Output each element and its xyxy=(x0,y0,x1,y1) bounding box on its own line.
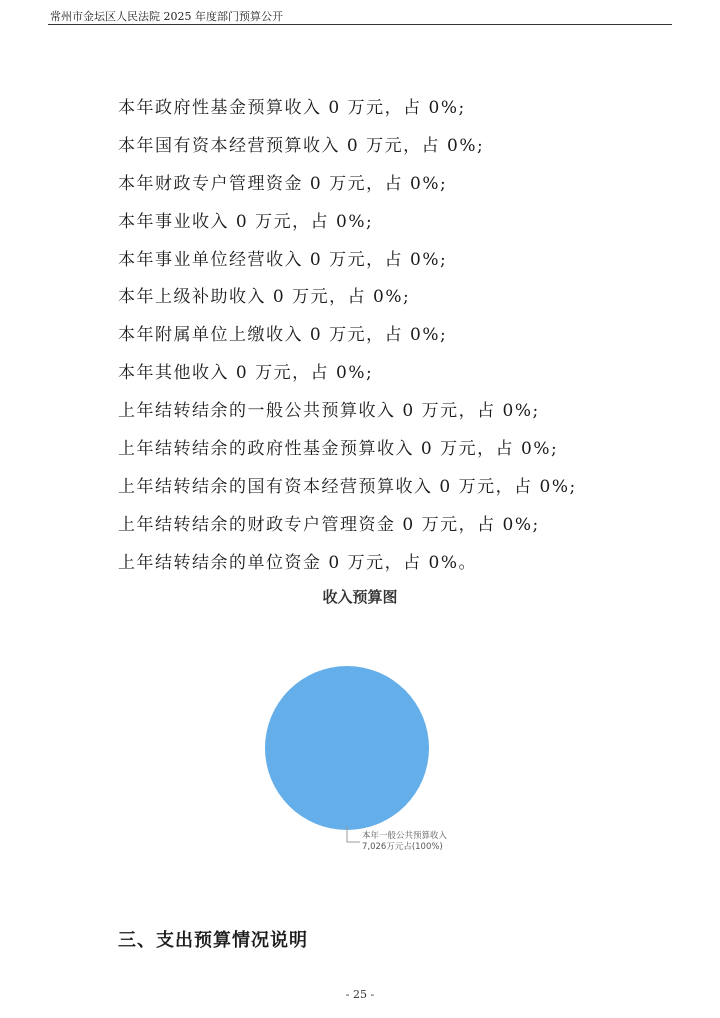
pie-slice xyxy=(265,666,429,830)
chart-title: 收入预算图 xyxy=(322,588,398,606)
slice-label: 本年一般公共预算收入 xyxy=(362,831,448,841)
income-line: 本年财政专户管理资金 0 万元，占 0%; xyxy=(118,173,448,194)
income-line: 本年国有资本经营预算收入 0 万元，占 0%; xyxy=(118,135,485,156)
income-line: 本年附属单位上缴收入 0 万元，占 0%; xyxy=(118,325,448,346)
income-line: 本年事业单位经营收入 0 万元，占 0%; xyxy=(118,249,448,270)
income-line: 本年其他收入 0 万元，占 0%; xyxy=(118,363,374,384)
page-number: - 25 - xyxy=(345,988,375,1001)
slice-value-label: 7,026万元占(100%) xyxy=(362,842,443,852)
header-title: 常州市金坛区人民法院 2025 年度部门预算公开 xyxy=(50,10,283,23)
income-line: 上年结转结余的国有资本经营预算收入 0 万元，占 0%; xyxy=(118,476,577,497)
income-line: 上年结转结余的一般公共预算收入 0 万元，占 0%; xyxy=(118,401,540,422)
income-line: 本年政府性基金预算收入 0 万元，占 0%; xyxy=(118,98,466,118)
income-line: 本年上级补助收入 0 万元，占 0%; xyxy=(118,287,411,308)
section-heading: 三、支出预算情况说明 xyxy=(118,930,308,951)
income-line: 上年结转结余的财政专户管理资金 0 万元，占 0%; xyxy=(118,514,540,535)
income-line: 本年事业收入 0 万元，占 0%; xyxy=(118,211,374,232)
income-line: 上年结转结余的单位资金 0 万元，占 0%。 xyxy=(118,552,477,573)
income-line: 上年结转结余的政府性基金预算收入 0 万元，占 0%; xyxy=(118,439,559,460)
